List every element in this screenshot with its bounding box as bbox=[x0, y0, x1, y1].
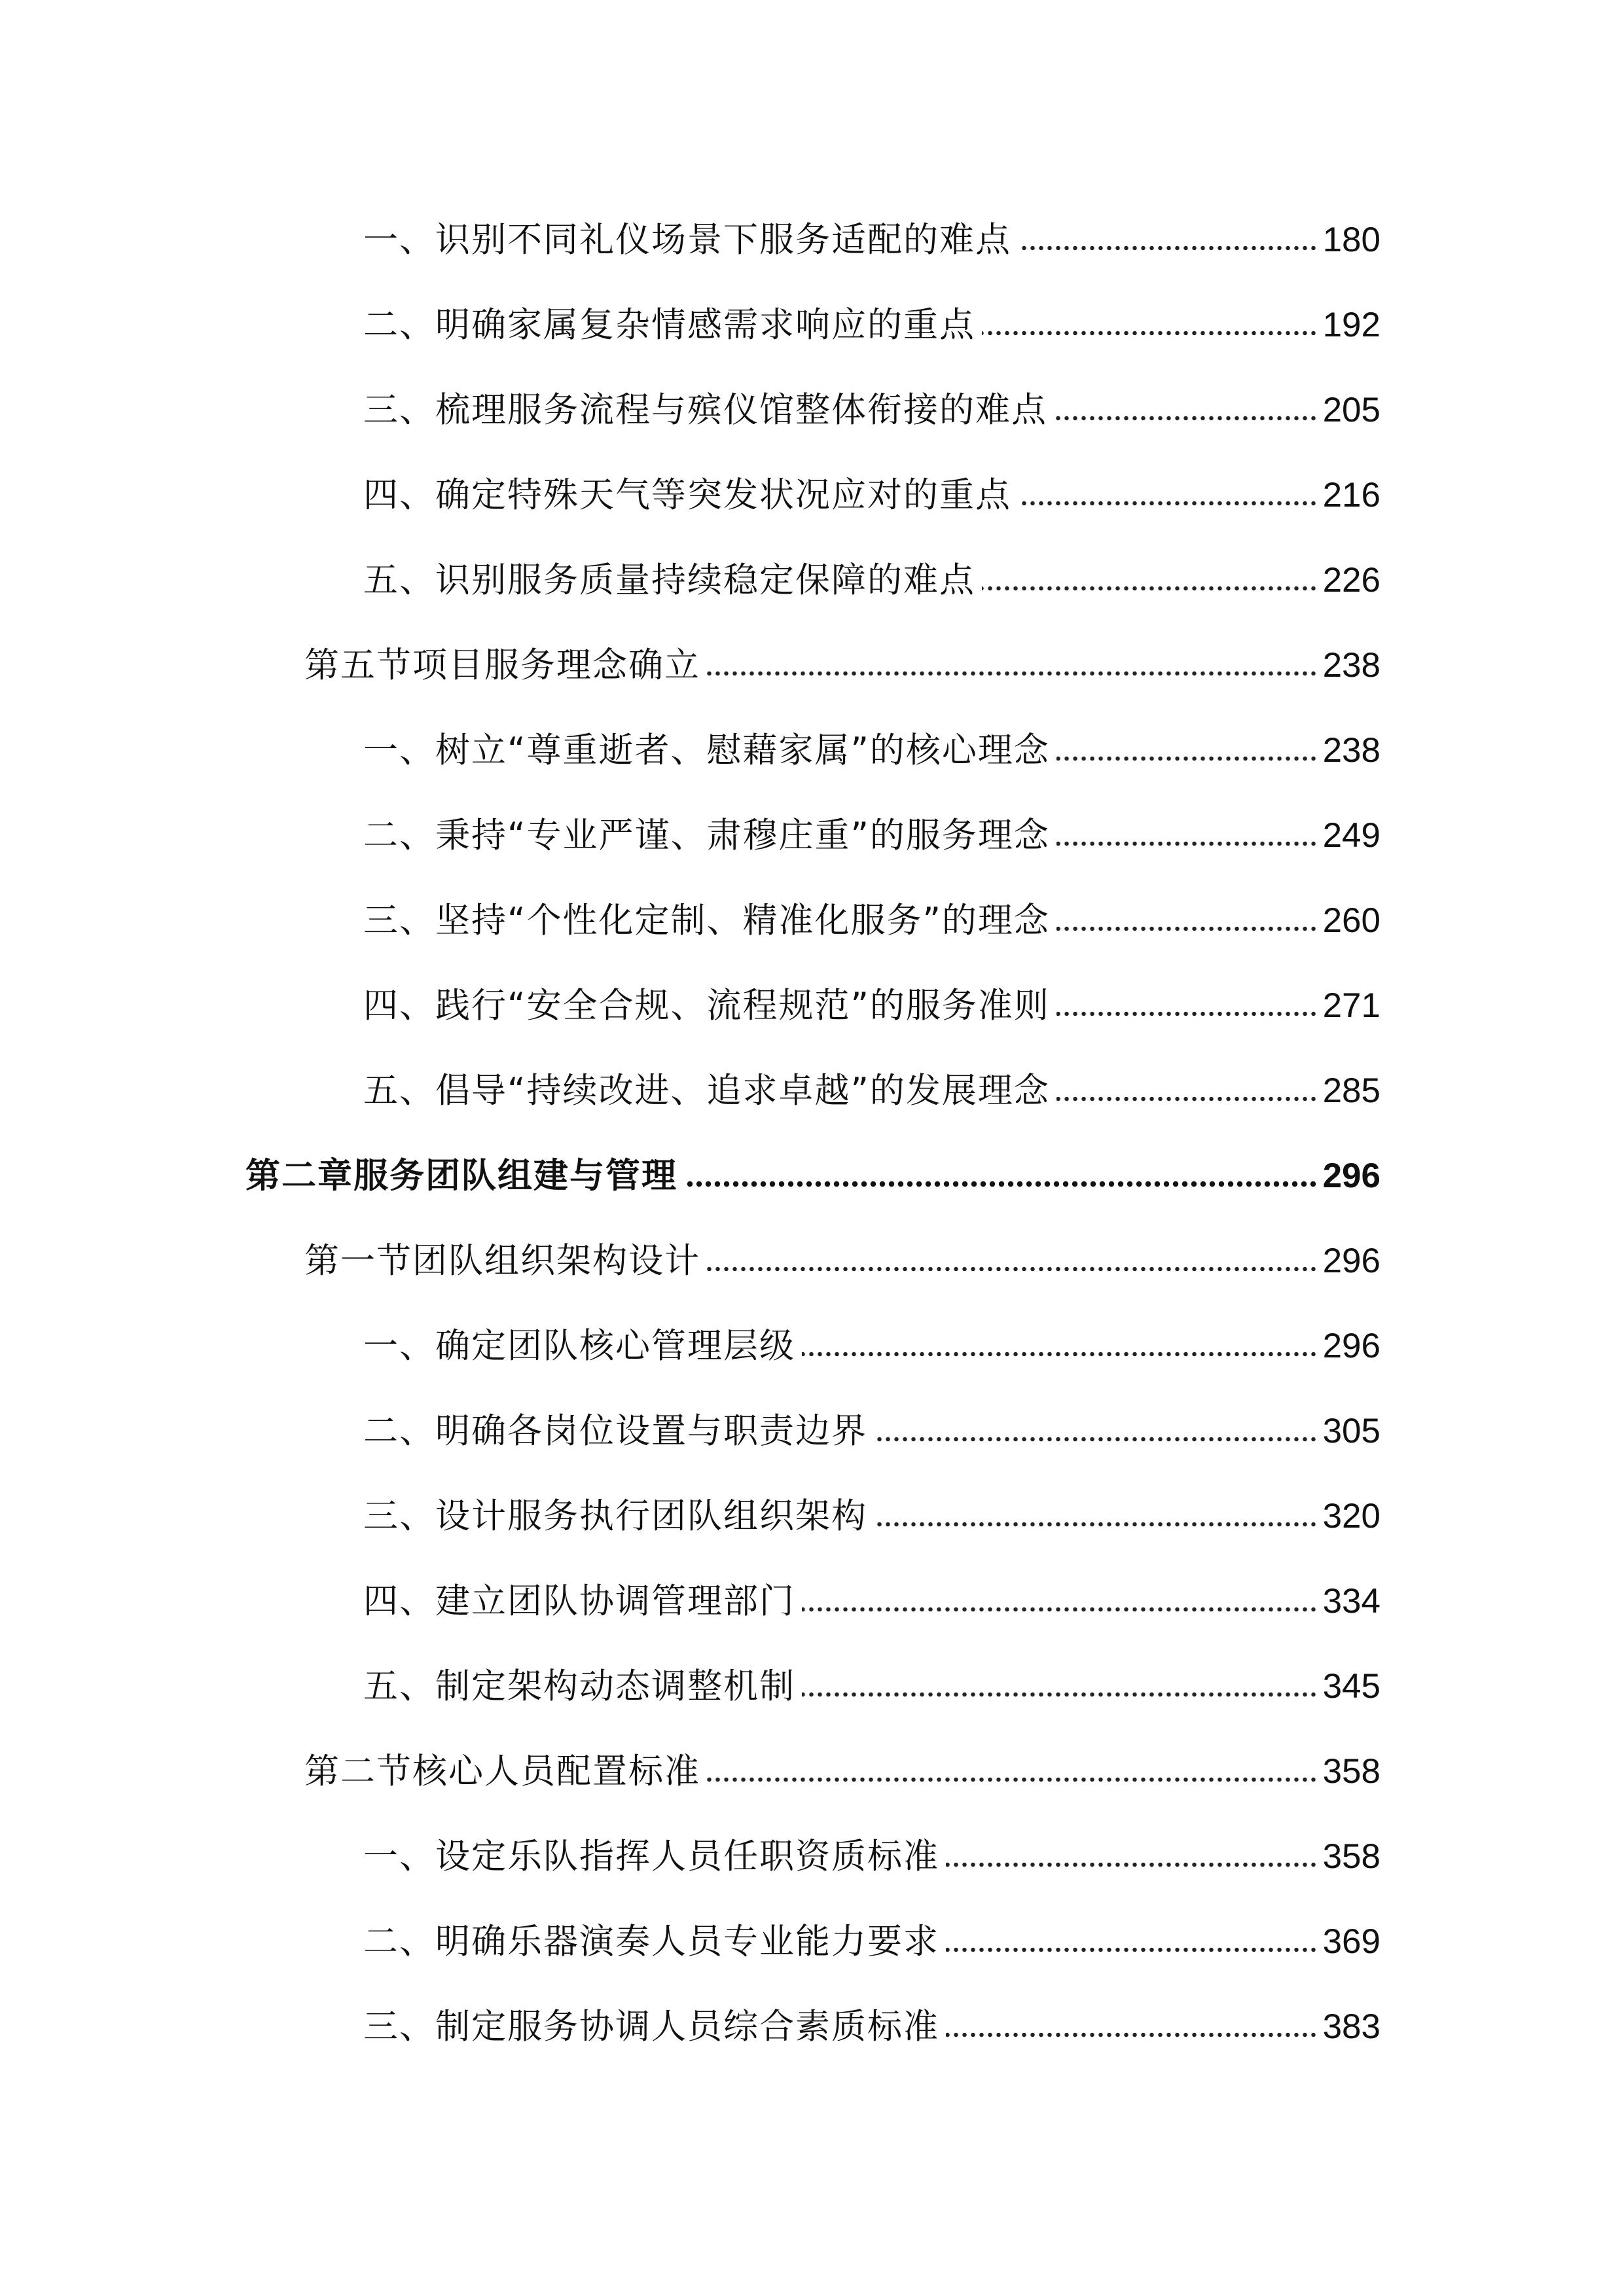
toc-entry-title: 四、建立团队协调管理部门 bbox=[363, 1581, 795, 1621]
toc-section-entry[interactable] bbox=[304, 1736, 1380, 1808]
toc-entry[interactable] bbox=[363, 1821, 1380, 1893]
toc-entry-page: 383 bbox=[1322, 2007, 1380, 2046]
toc-entry[interactable] bbox=[363, 545, 1380, 617]
dot-leader bbox=[982, 329, 1318, 338]
toc-entry[interactable] bbox=[363, 289, 1380, 361]
toc-entry[interactable] bbox=[363, 885, 1380, 957]
dot-leader bbox=[1056, 839, 1318, 848]
toc-entry-title: 四、确定特殊天气等突发状况应对的重点 bbox=[363, 475, 1011, 515]
dot-leader bbox=[982, 584, 1318, 593]
toc-entry-title: 三、梳理服务流程与殡仪馆整体衔接的难点 bbox=[363, 390, 1047, 430]
toc-entry[interactable] bbox=[363, 1906, 1380, 1978]
toc-entry-title: 一、设定乐队指挥人员任职资质标准 bbox=[363, 1837, 939, 1876]
toc-entry[interactable] bbox=[363, 204, 1380, 276]
toc-section-entry[interactable] bbox=[304, 630, 1380, 702]
toc-entry-title: 五、制定架构动态调整机制 bbox=[363, 1666, 795, 1706]
dot-leader bbox=[1056, 754, 1318, 763]
toc-entry-page: 271 bbox=[1322, 986, 1380, 1025]
toc-entry[interactable] bbox=[363, 970, 1380, 1042]
dot-leader bbox=[707, 1265, 1318, 1274]
toc-entry-page: 180 bbox=[1322, 221, 1380, 259]
dot-leader bbox=[707, 1775, 1318, 1784]
dot-leader bbox=[874, 1435, 1318, 1444]
dot-leader bbox=[684, 1179, 1318, 1189]
toc-entry-title: 一、树立“尊重逝者、慰藉家属”的核心理念 bbox=[363, 730, 1050, 770]
toc-entry-title: 三、坚持“个性化定制、精准化服务”的理念 bbox=[363, 901, 1050, 941]
toc-entry[interactable] bbox=[363, 459, 1380, 531]
toc-entry-page: 296 bbox=[1322, 1157, 1380, 1195]
dot-leader bbox=[1018, 243, 1318, 253]
toc-entry-title: 第一节团队组织架构设计 bbox=[304, 1241, 700, 1281]
dot-leader bbox=[802, 1690, 1318, 1699]
toc-entry[interactable] bbox=[363, 1055, 1380, 1127]
toc-entry-title: 四、践行“安全合规、流程规范”的服务准则 bbox=[363, 986, 1050, 1026]
toc-entry-title: 第二章服务团队组建与管理 bbox=[245, 1156, 677, 1196]
toc-entry[interactable] bbox=[363, 715, 1380, 787]
toc-entry-title: 二、秉持“专业严谨、肃穆庄重”的服务理念 bbox=[363, 816, 1050, 855]
toc-entry-page: 216 bbox=[1322, 476, 1380, 514]
toc-entry-page: 238 bbox=[1322, 646, 1380, 685]
toc-section-entry[interactable] bbox=[304, 1225, 1380, 1297]
toc-entry[interactable] bbox=[363, 1480, 1380, 1552]
toc-entry-page: 345 bbox=[1322, 1667, 1380, 1706]
toc-entry[interactable] bbox=[363, 1566, 1380, 1638]
toc-entry-title: 五、倡导“持续改进、追求卓越”的发展理念 bbox=[363, 1071, 1050, 1111]
dot-leader bbox=[802, 1605, 1318, 1614]
dot-leader bbox=[1056, 924, 1318, 933]
toc-entry-title: 第二节核心人员配置标准 bbox=[304, 1751, 700, 1791]
toc-entry-title: 三、设计服务执行团队组织架构 bbox=[363, 1496, 867, 1536]
dot-leader bbox=[946, 1945, 1318, 1954]
toc-entry-page: 296 bbox=[1322, 1327, 1380, 1365]
dot-leader bbox=[1056, 1094, 1318, 1103]
toc-entry-title: 二、明确乐器演奏人员专业能力要求 bbox=[363, 1922, 939, 1962]
dot-leader bbox=[946, 1860, 1318, 1869]
toc-entry-title: 一、确定团队核心管理层级 bbox=[363, 1326, 795, 1366]
toc-entry[interactable] bbox=[363, 1395, 1380, 1467]
toc-entry[interactable] bbox=[363, 1651, 1380, 1723]
toc-entry-title: 三、制定服务协调人员综合素质标准 bbox=[363, 2007, 939, 2047]
toc-entry-page: 285 bbox=[1322, 1071, 1380, 1110]
dot-leader bbox=[1056, 1009, 1318, 1018]
dot-leader bbox=[1054, 414, 1318, 423]
toc-entry-page: 260 bbox=[1322, 901, 1380, 940]
toc-entry-page: 238 bbox=[1322, 731, 1380, 770]
toc-entry-title: 一、识别不同礼仪场景下服务适配的难点 bbox=[363, 220, 1011, 260]
toc-entry-title: 二、明确家属复杂情感需求响应的重点 bbox=[363, 305, 975, 345]
toc-entry-page: 320 bbox=[1322, 1497, 1380, 1535]
dot-leader bbox=[802, 1350, 1318, 1359]
dot-leader bbox=[707, 669, 1318, 678]
dot-leader bbox=[946, 2030, 1318, 2039]
toc-entry-title: 第五节项目服务理念确立 bbox=[304, 645, 700, 685]
toc-entry-title: 五、识别服务质量持续稳定保障的难点 bbox=[363, 560, 975, 600]
toc-entry-page: 369 bbox=[1322, 1922, 1380, 1961]
toc-entry-page: 205 bbox=[1322, 391, 1380, 429]
toc-entry-page: 296 bbox=[1322, 1242, 1380, 1280]
toc-chapter-entry[interactable] bbox=[245, 1140, 1380, 1212]
toc-entry[interactable] bbox=[363, 1991, 1380, 2063]
toc-entry[interactable] bbox=[363, 374, 1380, 446]
toc-entry-page: 358 bbox=[1322, 1837, 1380, 1876]
toc-entry-page: 334 bbox=[1322, 1582, 1380, 1621]
dot-leader bbox=[874, 1520, 1318, 1529]
toc-entry-page: 358 bbox=[1322, 1752, 1380, 1791]
toc-entry-title: 二、明确各岗位设置与职责边界 bbox=[363, 1411, 867, 1451]
toc-entry-page: 305 bbox=[1322, 1412, 1380, 1450]
toc-entry-page: 192 bbox=[1322, 306, 1380, 344]
toc-entry-page: 249 bbox=[1322, 816, 1380, 855]
toc-entry[interactable] bbox=[363, 1310, 1380, 1382]
toc-entry-page: 226 bbox=[1322, 561, 1380, 600]
toc-entry[interactable] bbox=[363, 800, 1380, 872]
dot-leader bbox=[1018, 499, 1318, 508]
